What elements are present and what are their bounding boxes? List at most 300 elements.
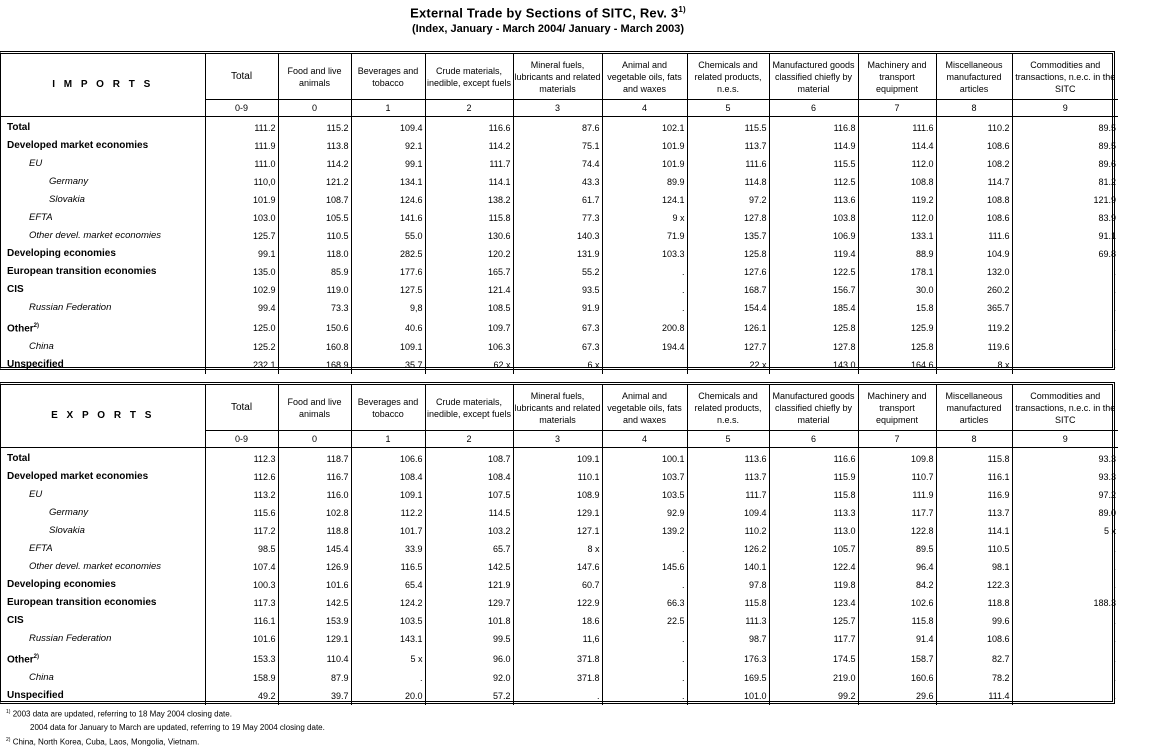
table-cell: 8 x — [513, 540, 602, 558]
imports-body — [1, 117, 1118, 375]
table-cell: 93.3 — [1012, 468, 1118, 486]
table-cell: 126.1 — [687, 317, 769, 338]
table-cell: 131.9 — [513, 245, 602, 263]
footnote-mark: 1) — [6, 709, 11, 715]
row-label-text: Slovakia — [49, 525, 85, 536]
table-cell: 116.1 — [936, 468, 1012, 486]
table-cell: 125.0 — [205, 317, 278, 338]
table-cell: 75.1 — [513, 137, 602, 155]
table-cell: 118.7 — [278, 448, 351, 469]
table-cell: 66.3 — [602, 594, 687, 612]
row-label-text: Germany — [49, 176, 89, 187]
table-cell: 110.2 — [687, 522, 769, 540]
table-cell: 5 x — [351, 648, 425, 669]
column-code: 4 — [602, 100, 687, 117]
imports-table-container — [0, 51, 1115, 370]
column-header: Food and live animals — [278, 385, 351, 431]
table-cell: 108.4 — [351, 468, 425, 486]
table-cell: 73.3 — [278, 299, 351, 317]
table-row — [1, 687, 1118, 705]
table-cell: 113.7 — [687, 137, 769, 155]
table-cell: 109.4 — [687, 504, 769, 522]
table-cell: 35.7 — [351, 356, 425, 374]
table-cell: 127.1 — [513, 522, 602, 540]
table-cell: 117.2 — [205, 522, 278, 540]
row-label-text: Other devel. market economies — [29, 561, 162, 572]
table-cell: 116.0 — [278, 486, 351, 504]
column-header: Food and live animals — [278, 54, 351, 100]
table-cell: 102.8 — [278, 504, 351, 522]
row-label — [1, 540, 205, 558]
row-label-text: European transition economies — [7, 266, 157, 277]
table-cell: 115.2 — [278, 117, 351, 138]
table-cell: 120.2 — [425, 245, 513, 263]
table-cell: 119.2 — [936, 317, 1012, 338]
table-cell: 110.4 — [278, 648, 351, 669]
table-cell: 110.5 — [936, 540, 1012, 558]
table-cell: 111.6 — [858, 117, 936, 138]
table-cell: 108.7 — [425, 448, 513, 469]
row-label — [1, 299, 205, 317]
table-cell: 115.5 — [687, 117, 769, 138]
table-cell: 125.2 — [205, 338, 278, 356]
column-header: Machinery and transport equipment — [858, 54, 936, 100]
table-cell: 122.8 — [858, 522, 936, 540]
table-cell: 371.8 — [513, 648, 602, 669]
table-cell: 91.4 — [858, 630, 936, 648]
table-cell: 93.5 — [513, 281, 602, 299]
table-cell: 125.9 — [858, 317, 936, 338]
table-cell: 177.6 — [351, 263, 425, 281]
table-cell: 115.6 — [205, 504, 278, 522]
table-cell: 134.1 — [351, 173, 425, 191]
row-label-text: Russian Federation — [29, 302, 112, 313]
column-code: 2 — [425, 431, 513, 448]
column-header: Animal and vegetable oils, fats and waxes — [602, 54, 687, 100]
column-code: 5 — [687, 100, 769, 117]
table-cell: 97.2 — [1012, 486, 1118, 504]
table-cell: 55.0 — [351, 227, 425, 245]
row-label-text: Unspecified — [7, 359, 64, 371]
column-header: Mineral fuels, lubricants and related materials — [513, 385, 602, 431]
table-cell: 111.4 — [936, 687, 1012, 705]
table-row — [1, 522, 1118, 540]
table-cell: 102.6 — [858, 594, 936, 612]
table-cell: 115.8 — [936, 448, 1012, 469]
table-cell: 158.9 — [205, 669, 278, 687]
table-cell: . — [1012, 558, 1118, 576]
table-cell: 77.3 — [513, 209, 602, 227]
table-cell: 115.8 — [769, 486, 858, 504]
table-cell: 122.3 — [936, 576, 1012, 594]
table-row — [1, 669, 1118, 687]
table-cell: 103.2 — [425, 522, 513, 540]
table-cell: 105.7 — [769, 540, 858, 558]
table-cell: 69.8 — [1012, 245, 1118, 263]
table-cell: 139.2 — [602, 522, 687, 540]
table-cell: 111.7 — [687, 486, 769, 504]
table-cell: . — [602, 356, 687, 374]
table-cell: 8 x — [936, 356, 1012, 374]
table-cell: 119.2 — [858, 191, 936, 209]
title-text: External Trade by Sections of SITC, Rev. 3 — [410, 5, 679, 21]
table-cell: 113.7 — [687, 468, 769, 486]
table-cell: 107.5 — [425, 486, 513, 504]
table-cell: 108.6 — [936, 137, 1012, 155]
table-cell: 102.9 — [205, 281, 278, 299]
column-code: 1 — [351, 100, 425, 117]
table-cell: 114.7 — [936, 173, 1012, 191]
table-cell: 112.2 — [351, 504, 425, 522]
column-code: 5 — [687, 431, 769, 448]
table-cell: 140.3 — [513, 227, 602, 245]
column-code: 1 — [351, 431, 425, 448]
table-cell: 119.4 — [769, 245, 858, 263]
footnote-mark: 2) — [33, 654, 40, 660]
table-row — [1, 338, 1118, 356]
table-cell: 118.8 — [936, 594, 1012, 612]
table-cell: 93.3 — [1012, 448, 1118, 469]
column-header: Animal and vegetable oils, fats and waxes — [602, 385, 687, 431]
column-code: 0 — [278, 431, 351, 448]
row-label-text: EU — [29, 158, 43, 169]
table-cell: 126.2 — [687, 540, 769, 558]
table-cell: 105.5 — [278, 209, 351, 227]
table-cell: 112.0 — [858, 155, 936, 173]
column-code: 9 — [1012, 431, 1118, 448]
row-label-text: EU — [29, 489, 43, 500]
row-label — [1, 338, 205, 356]
row-label-text: EFTA — [29, 212, 53, 223]
table-cell: . — [1012, 612, 1118, 630]
table-cell: 88.9 — [858, 245, 936, 263]
footnote-mark: 2) — [6, 736, 11, 743]
table-cell: 103.7 — [602, 468, 687, 486]
table-cell: 114.9 — [769, 137, 858, 155]
column-code: 0-9 — [205, 100, 278, 117]
table-cell: 114.2 — [278, 155, 351, 173]
table-cell: 113.7 — [936, 504, 1012, 522]
table-cell: 111.3 — [687, 612, 769, 630]
table-cell: 89.5 — [1012, 117, 1118, 138]
table-cell: 123.4 — [769, 594, 858, 612]
table-cell: 114.8 — [687, 173, 769, 191]
row-label — [1, 155, 205, 173]
row-label — [1, 594, 205, 612]
table-cell: 108.8 — [936, 191, 1012, 209]
table-cell: 114.2 — [425, 137, 513, 155]
table-cell: 109.1 — [351, 338, 425, 356]
table-cell: 116.9 — [936, 486, 1012, 504]
column-header: Chemicals and related products, n.e.s. — [687, 54, 769, 100]
table-cell: 282.5 — [351, 245, 425, 263]
table-cell: . — [602, 669, 687, 687]
table-cell: 111.6 — [936, 227, 1012, 245]
table-cell: 125.7 — [205, 227, 278, 245]
table-cell: 67.3 — [513, 317, 602, 338]
table-cell: 104.9 — [936, 245, 1012, 263]
table-cell: 99.1 — [205, 245, 278, 263]
row-label-text: Other — [7, 323, 34, 335]
column-header: Miscellaneous manufactured articles — [936, 54, 1012, 100]
table-cell: 112.3 — [205, 448, 278, 469]
column-code: 0 — [278, 100, 351, 117]
row-label — [1, 137, 205, 155]
row-label — [1, 576, 205, 594]
table-cell: 39.7 — [278, 687, 351, 705]
row-label — [1, 356, 205, 374]
table-cell: 96.0 — [425, 648, 513, 669]
column-code: 6 — [769, 100, 858, 117]
table-row — [1, 594, 1118, 612]
table-cell: 154.4 — [687, 299, 769, 317]
table-cell: 43.3 — [513, 173, 602, 191]
table-cell: 153.3 — [205, 648, 278, 669]
table-row — [1, 558, 1118, 576]
table-cell: 169.5 — [687, 669, 769, 687]
imports-table — [1, 54, 1118, 374]
table-cell: 116.6 — [769, 448, 858, 469]
table-cell: 57.2 — [425, 687, 513, 705]
table-cell: 185.4 — [769, 299, 858, 317]
table-cell: 108.7 — [278, 191, 351, 209]
table-cell: 103.5 — [602, 486, 687, 504]
table-cell: 18.6 — [513, 612, 602, 630]
table-cell: 29.6 — [858, 687, 936, 705]
row-label — [1, 468, 205, 486]
table-cell: 82.7 — [936, 648, 1012, 669]
table-cell: 89.9 — [602, 173, 687, 191]
table-cell: 110.5 — [278, 227, 351, 245]
table-cell: 371.8 — [513, 669, 602, 687]
table-cell: . — [1012, 669, 1118, 687]
table-cell: 67.3 — [513, 338, 602, 356]
table-cell: 6 x — [513, 356, 602, 374]
table-cell: 116.6 — [425, 117, 513, 138]
row-label-text: Unspecified — [7, 690, 64, 702]
table-cell: 119.0 — [278, 281, 351, 299]
table-cell: 158.7 — [858, 648, 936, 669]
table-cell: 115.9 — [769, 468, 858, 486]
footnote-text: 2003 data are updated, referring to 18 May 2004 closing date. — [12, 709, 232, 719]
column-code: 7 — [858, 100, 936, 117]
table-cell: 109.1 — [513, 448, 602, 469]
table-cell: 101.7 — [351, 522, 425, 540]
table-cell: 65.7 — [425, 540, 513, 558]
table-cell: 102.1 — [602, 117, 687, 138]
table-cell: 260.2 — [936, 281, 1012, 299]
footnote — [6, 734, 325, 748]
row-label-text: Slovakia — [49, 194, 85, 205]
table-cell: 89.5 — [1012, 137, 1118, 155]
table-row — [1, 117, 1118, 138]
table-cell: 101.6 — [205, 630, 278, 648]
table-cell: 121.9 — [1012, 191, 1118, 209]
table-cell: 9 x — [602, 209, 687, 227]
table-cell: . — [602, 648, 687, 669]
table-cell: 108.4 — [425, 468, 513, 486]
row-label-text: CIS — [7, 284, 24, 295]
table-cell: 74.4 — [513, 155, 602, 173]
table-cell: 103.3 — [602, 245, 687, 263]
table-cell: 106.9 — [769, 227, 858, 245]
table-cell: 142.5 — [278, 594, 351, 612]
table-cell: . — [1012, 281, 1118, 299]
table-cell: 135.7 — [687, 227, 769, 245]
table-cell: 160.6 — [858, 669, 936, 687]
row-label-text: Russian Federation — [29, 633, 112, 644]
table-cell: 126.9 — [278, 558, 351, 576]
column-code: 8 — [936, 100, 1012, 117]
table-cell: 87.9 — [278, 669, 351, 687]
table-cell: 103.0 — [205, 209, 278, 227]
table-cell: . — [602, 630, 687, 648]
table-cell: 178.1 — [858, 263, 936, 281]
row-label — [1, 648, 205, 669]
table-cell: 89.5 — [858, 540, 936, 558]
table-cell: 101.0 — [687, 687, 769, 705]
table-cell: 99.2 — [769, 687, 858, 705]
table-row — [1, 173, 1118, 191]
footnote — [6, 706, 325, 721]
row-label-text: Developing economies — [7, 579, 116, 590]
column-code: 3 — [513, 431, 602, 448]
table-cell: 101.8 — [425, 612, 513, 630]
exports-table-container — [0, 382, 1115, 704]
table-cell: . — [1012, 338, 1118, 356]
table-cell: . — [1012, 263, 1118, 281]
table-cell: 81.2 — [1012, 173, 1118, 191]
table-cell: 110,0 — [205, 173, 278, 191]
row-label — [1, 687, 205, 705]
table-cell: 109.1 — [351, 486, 425, 504]
table-cell: 143.1 — [351, 630, 425, 648]
column-header: Manufactured goods classified chiefly by material — [769, 54, 858, 100]
table-cell: 124.2 — [351, 594, 425, 612]
footnote-text: 2004 data for January to March are updated, referring to 19 May 2004 closing date. — [30, 722, 325, 732]
table-cell: 91.1 — [1012, 227, 1118, 245]
table-cell: . — [1012, 540, 1118, 558]
table-cell: 61.7 — [513, 191, 602, 209]
column-header: Total — [205, 54, 278, 100]
table-row — [1, 504, 1118, 522]
table-cell: 111.7 — [425, 155, 513, 173]
table-cell: 97.8 — [687, 576, 769, 594]
table-cell: 140.1 — [687, 558, 769, 576]
table-cell: 124.6 — [351, 191, 425, 209]
row-label — [1, 263, 205, 281]
column-header: Mineral fuels, lubricants and related materials — [513, 54, 602, 100]
footnotes — [6, 706, 325, 748]
table-cell: 30.0 — [858, 281, 936, 299]
table-cell: . — [1012, 317, 1118, 338]
table-cell: 109.7 — [425, 317, 513, 338]
table-cell: 92.0 — [425, 669, 513, 687]
table-row — [1, 356, 1118, 374]
table-cell: 117.3 — [205, 594, 278, 612]
column-header: Beverages and tobacco — [351, 54, 425, 100]
table-cell: 22 x — [687, 356, 769, 374]
table-cell: 116.8 — [769, 117, 858, 138]
table-cell: 116.7 — [278, 468, 351, 486]
table-cell: 113.6 — [769, 191, 858, 209]
table-cell: 106.3 — [425, 338, 513, 356]
row-label — [1, 227, 205, 245]
column-code: 3 — [513, 100, 602, 117]
table-cell: 100.1 — [602, 448, 687, 469]
table-cell: 143.0 — [769, 356, 858, 374]
table-cell: . — [1012, 356, 1118, 374]
table-row — [1, 155, 1118, 173]
table-cell: 103.8 — [769, 209, 858, 227]
table-cell: 165.7 — [425, 263, 513, 281]
column-header: Crude materials, inedible, except fuels — [425, 54, 513, 100]
table-cell: 114.1 — [936, 522, 1012, 540]
row-label — [1, 612, 205, 630]
table-cell: 365.7 — [936, 299, 1012, 317]
table-cell: 111.2 — [205, 117, 278, 138]
footnote — [6, 721, 325, 734]
table-cell: 9,8 — [351, 299, 425, 317]
table-cell: 101.9 — [602, 155, 687, 173]
table-cell: 89.0 — [1012, 504, 1118, 522]
table-cell: 99.6 — [936, 612, 1012, 630]
table-cell: . — [602, 281, 687, 299]
table-cell: 55.2 — [513, 263, 602, 281]
table-cell: 84.2 — [858, 576, 936, 594]
table-cell: 129.7 — [425, 594, 513, 612]
table-cell: 127.5 — [351, 281, 425, 299]
column-header: Machinery and transport equipment — [858, 385, 936, 431]
table-cell: 219.0 — [769, 669, 858, 687]
row-label — [1, 486, 205, 504]
table-row — [1, 299, 1118, 317]
table-row — [1, 227, 1118, 245]
row-label-text: China — [29, 341, 54, 353]
table-cell: 119.8 — [769, 576, 858, 594]
exports-table — [1, 385, 1118, 705]
table-row — [1, 468, 1118, 486]
table-cell: 92.9 — [602, 504, 687, 522]
table-cell: 108.8 — [858, 173, 936, 191]
table-cell: 130.6 — [425, 227, 513, 245]
column-code: 0-9 — [205, 431, 278, 448]
table-cell: . — [602, 263, 687, 281]
table-cell: 97.2 — [687, 191, 769, 209]
column-header: Commodities and transactions, n.e.c. in the SITC — [1012, 54, 1118, 100]
column-code: 9 — [1012, 100, 1118, 117]
table-cell: 78.2 — [936, 669, 1012, 687]
table-cell: 142.5 — [425, 558, 513, 576]
column-code: 8 — [936, 431, 1012, 448]
table-cell: 92.1 — [351, 137, 425, 155]
row-label-text: Developing economies — [7, 248, 116, 259]
table-cell: 108.6 — [936, 209, 1012, 227]
table-cell: 110.2 — [936, 117, 1012, 138]
table-cell: 113.3 — [769, 504, 858, 522]
column-header: Manufactured goods classified chiefly by material — [769, 385, 858, 431]
table-cell: 160.8 — [278, 338, 351, 356]
table-cell: 114.4 — [858, 137, 936, 155]
table-cell: 125.8 — [858, 338, 936, 356]
row-label — [1, 317, 205, 338]
table-cell: 100.3 — [205, 576, 278, 594]
table-cell: . — [1012, 687, 1118, 705]
table-cell: . — [1012, 648, 1118, 669]
table-cell: 108.6 — [936, 630, 1012, 648]
row-label — [1, 630, 205, 648]
table-cell: 200.8 — [602, 317, 687, 338]
